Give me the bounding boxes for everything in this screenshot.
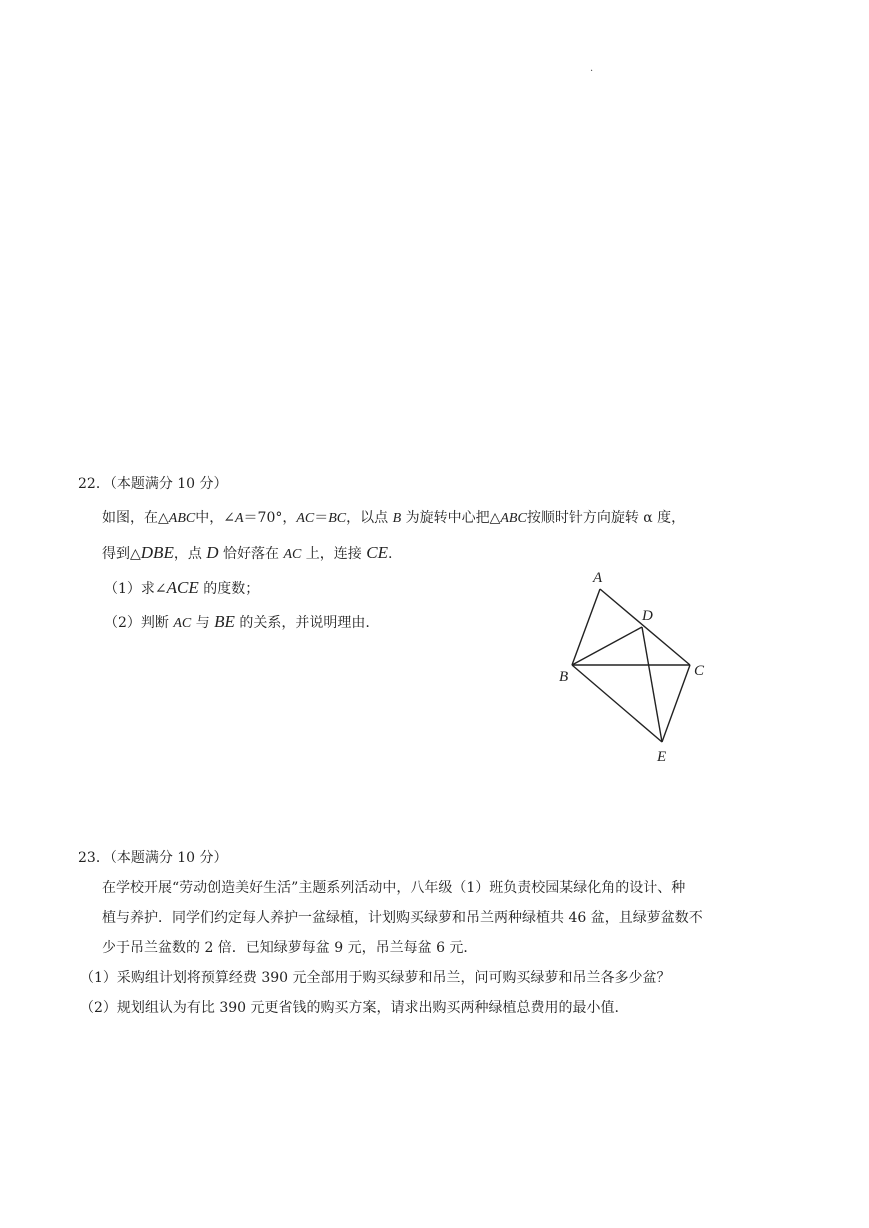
geometry-figure: [550, 565, 730, 770]
label-E: E: [657, 749, 667, 765]
segment-AB: [572, 589, 600, 665]
q22-subquestion-2: （2）判断 AC 与 BE 的关系，并说明理由.: [104, 612, 370, 631]
q22-subquestion-1: （1）求∠ACE 的度数；: [104, 578, 260, 597]
segment-AC: [600, 589, 690, 665]
label-D: D: [642, 608, 653, 624]
label-A: A: [593, 570, 603, 586]
label-C: C: [694, 663, 705, 679]
page-dot-mark: ·: [590, 66, 594, 77]
q23-header: 23．（本题满分 10 分）: [78, 850, 228, 866]
q22-statement-line2: 得到△DBE，点 D 恰好落在 AC 上，连接 CE.: [102, 543, 393, 562]
q23-paragraph-line2: 植与养护．同学们约定每人养护一盆绿植，计划购买绿萝和吊兰两种绿植共 46 盆，且绿萝盆数不: [102, 910, 703, 926]
q23-paragraph-line1: 在学校开展“劳动创造美好生活”主题系列活动中，八年级（1）班负责校园某绿化角的设计、种: [102, 880, 686, 896]
q23-subquestion-2: （2）规划组认为有比 390 元更省钱的购买方案，请求出购买两种绿植总费用的最小值.: [80, 1000, 619, 1016]
q23-paragraph-line3: 少于吊兰盆数的 2 倍．已知绿萝每盆 9 元，吊兰每盆 6 元．: [102, 940, 478, 956]
segment-BD: [572, 627, 642, 665]
label-B: B: [559, 669, 569, 685]
q22-statement-line1: 如图，在△ABC中，∠A＝70°，AC＝BC，以点 B 为旋转中心把△ABC按顺时针方向旋转 α 度，: [102, 510, 686, 526]
q23-subquestion-1: （1）采购组计划将预算经费 390 元全部用于购买绿萝和吊兰，问可购买绿萝和吊兰各多少盆？: [80, 970, 671, 986]
segment-CE: [662, 665, 690, 742]
segment-BE: [572, 665, 662, 742]
segment-DE: [642, 627, 662, 742]
q22-header: 22．（本题满分 10 分）: [78, 476, 228, 492]
